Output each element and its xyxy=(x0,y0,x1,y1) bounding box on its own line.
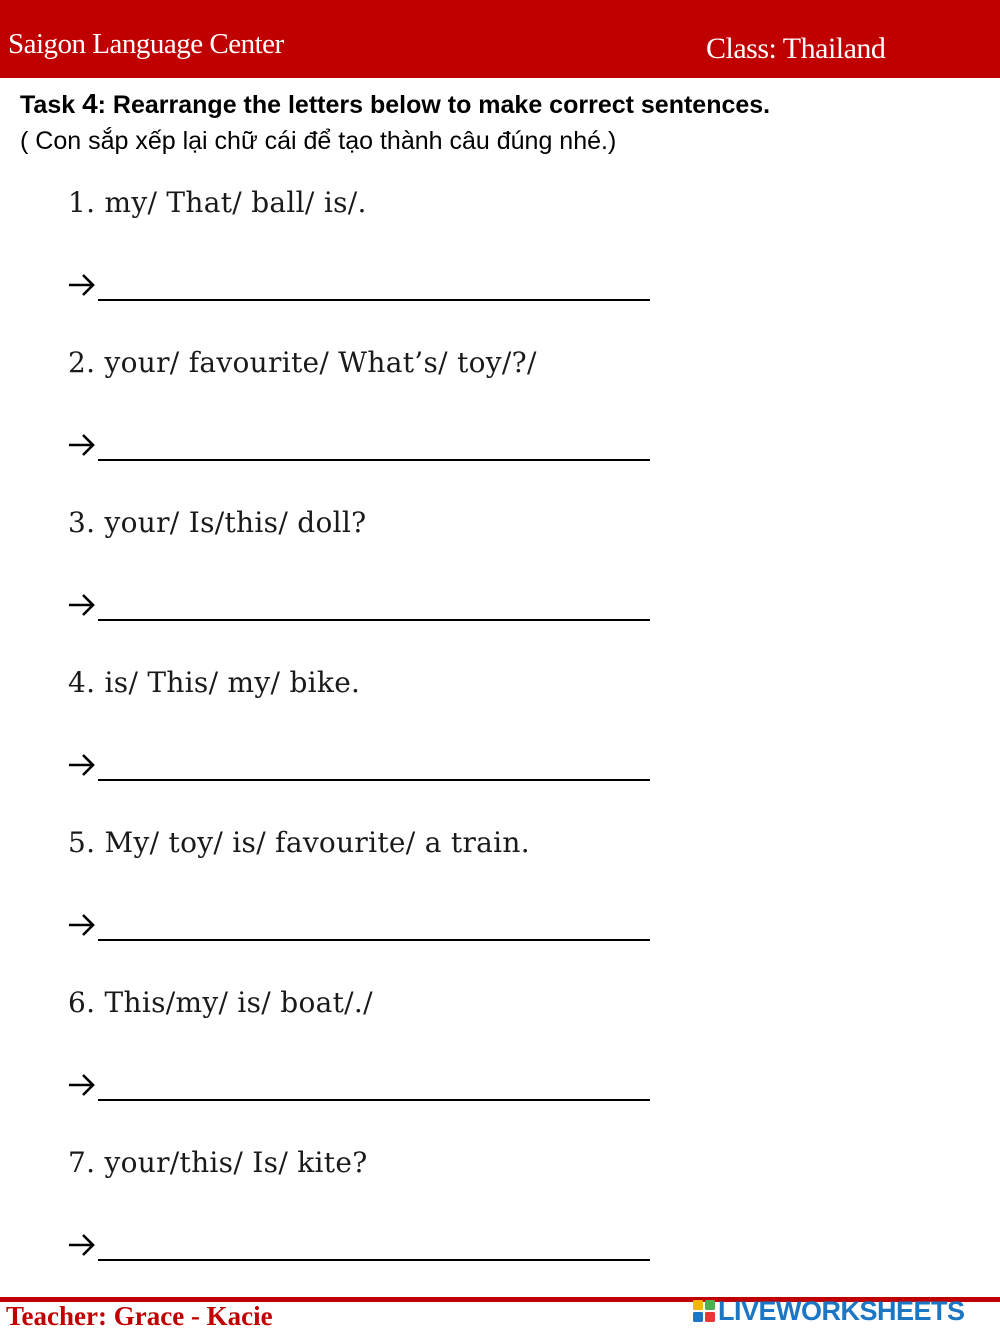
answer-row-4[interactable] xyxy=(66,748,656,782)
right-arrow-icon xyxy=(66,1068,98,1102)
header-bar xyxy=(0,0,1000,78)
answer-row-6[interactable] xyxy=(66,1068,656,1102)
task-title-prefix: Task xyxy=(20,91,83,119)
task-subtitle: ( Con sắp xếp lại chữ cái để tạo thành câu đúng nhé.) xyxy=(20,127,617,155)
answer-row-1[interactable] xyxy=(66,268,656,302)
answer-row-7[interactable] xyxy=(66,1228,656,1262)
question-4: 4. is/ This/ my/ bike. xyxy=(68,666,361,699)
right-arrow-icon xyxy=(66,1228,98,1262)
question-2: 2. your/ favourite/ What’s/ toy/?/ xyxy=(68,346,537,379)
right-arrow-icon xyxy=(66,908,98,942)
right-arrow-icon xyxy=(66,428,98,462)
question-3: 3. your/ Is/this/ doll? xyxy=(68,506,367,539)
task-title xyxy=(20,88,770,120)
answer-line-1[interactable] xyxy=(98,299,650,301)
teacher-name: Teacher: Grace - Kacie xyxy=(6,1301,273,1331)
right-arrow-icon xyxy=(66,588,98,622)
class-label: Class: Thailand xyxy=(706,32,886,65)
right-arrow-icon xyxy=(66,268,98,302)
brand-text: LIVEWORKSHEETS xyxy=(718,1295,965,1326)
liveworksheets-logo-icon xyxy=(692,1299,716,1323)
answer-line-7[interactable] xyxy=(98,1259,650,1261)
answer-line-3[interactable] xyxy=(98,619,650,621)
answer-line-2[interactable] xyxy=(98,459,650,461)
answer-row-3[interactable] xyxy=(66,588,656,622)
task-number: 4 xyxy=(82,88,98,119)
answer-line-5[interactable] xyxy=(98,939,650,941)
liveworksheets-brand xyxy=(692,1296,965,1326)
answer-row-5[interactable] xyxy=(66,908,656,942)
question-7: 7. your/this/ Is/ kite? xyxy=(68,1146,368,1179)
answer-line-6[interactable] xyxy=(98,1099,650,1101)
question-5: 5. My/ toy/ is/ favourite/ a train. xyxy=(68,826,530,859)
answer-line-4[interactable] xyxy=(98,779,650,781)
question-1: 1. my/ That/ ball/ is/. xyxy=(68,186,367,219)
question-6: 6. This/my/ is/ boat/./ xyxy=(68,986,373,1019)
answer-row-2[interactable] xyxy=(66,428,656,462)
task-instruction: : Rearrange the letters below to make correct sentences. xyxy=(97,91,771,119)
school-name: Saigon Language Center xyxy=(8,28,284,60)
right-arrow-icon xyxy=(66,748,98,782)
